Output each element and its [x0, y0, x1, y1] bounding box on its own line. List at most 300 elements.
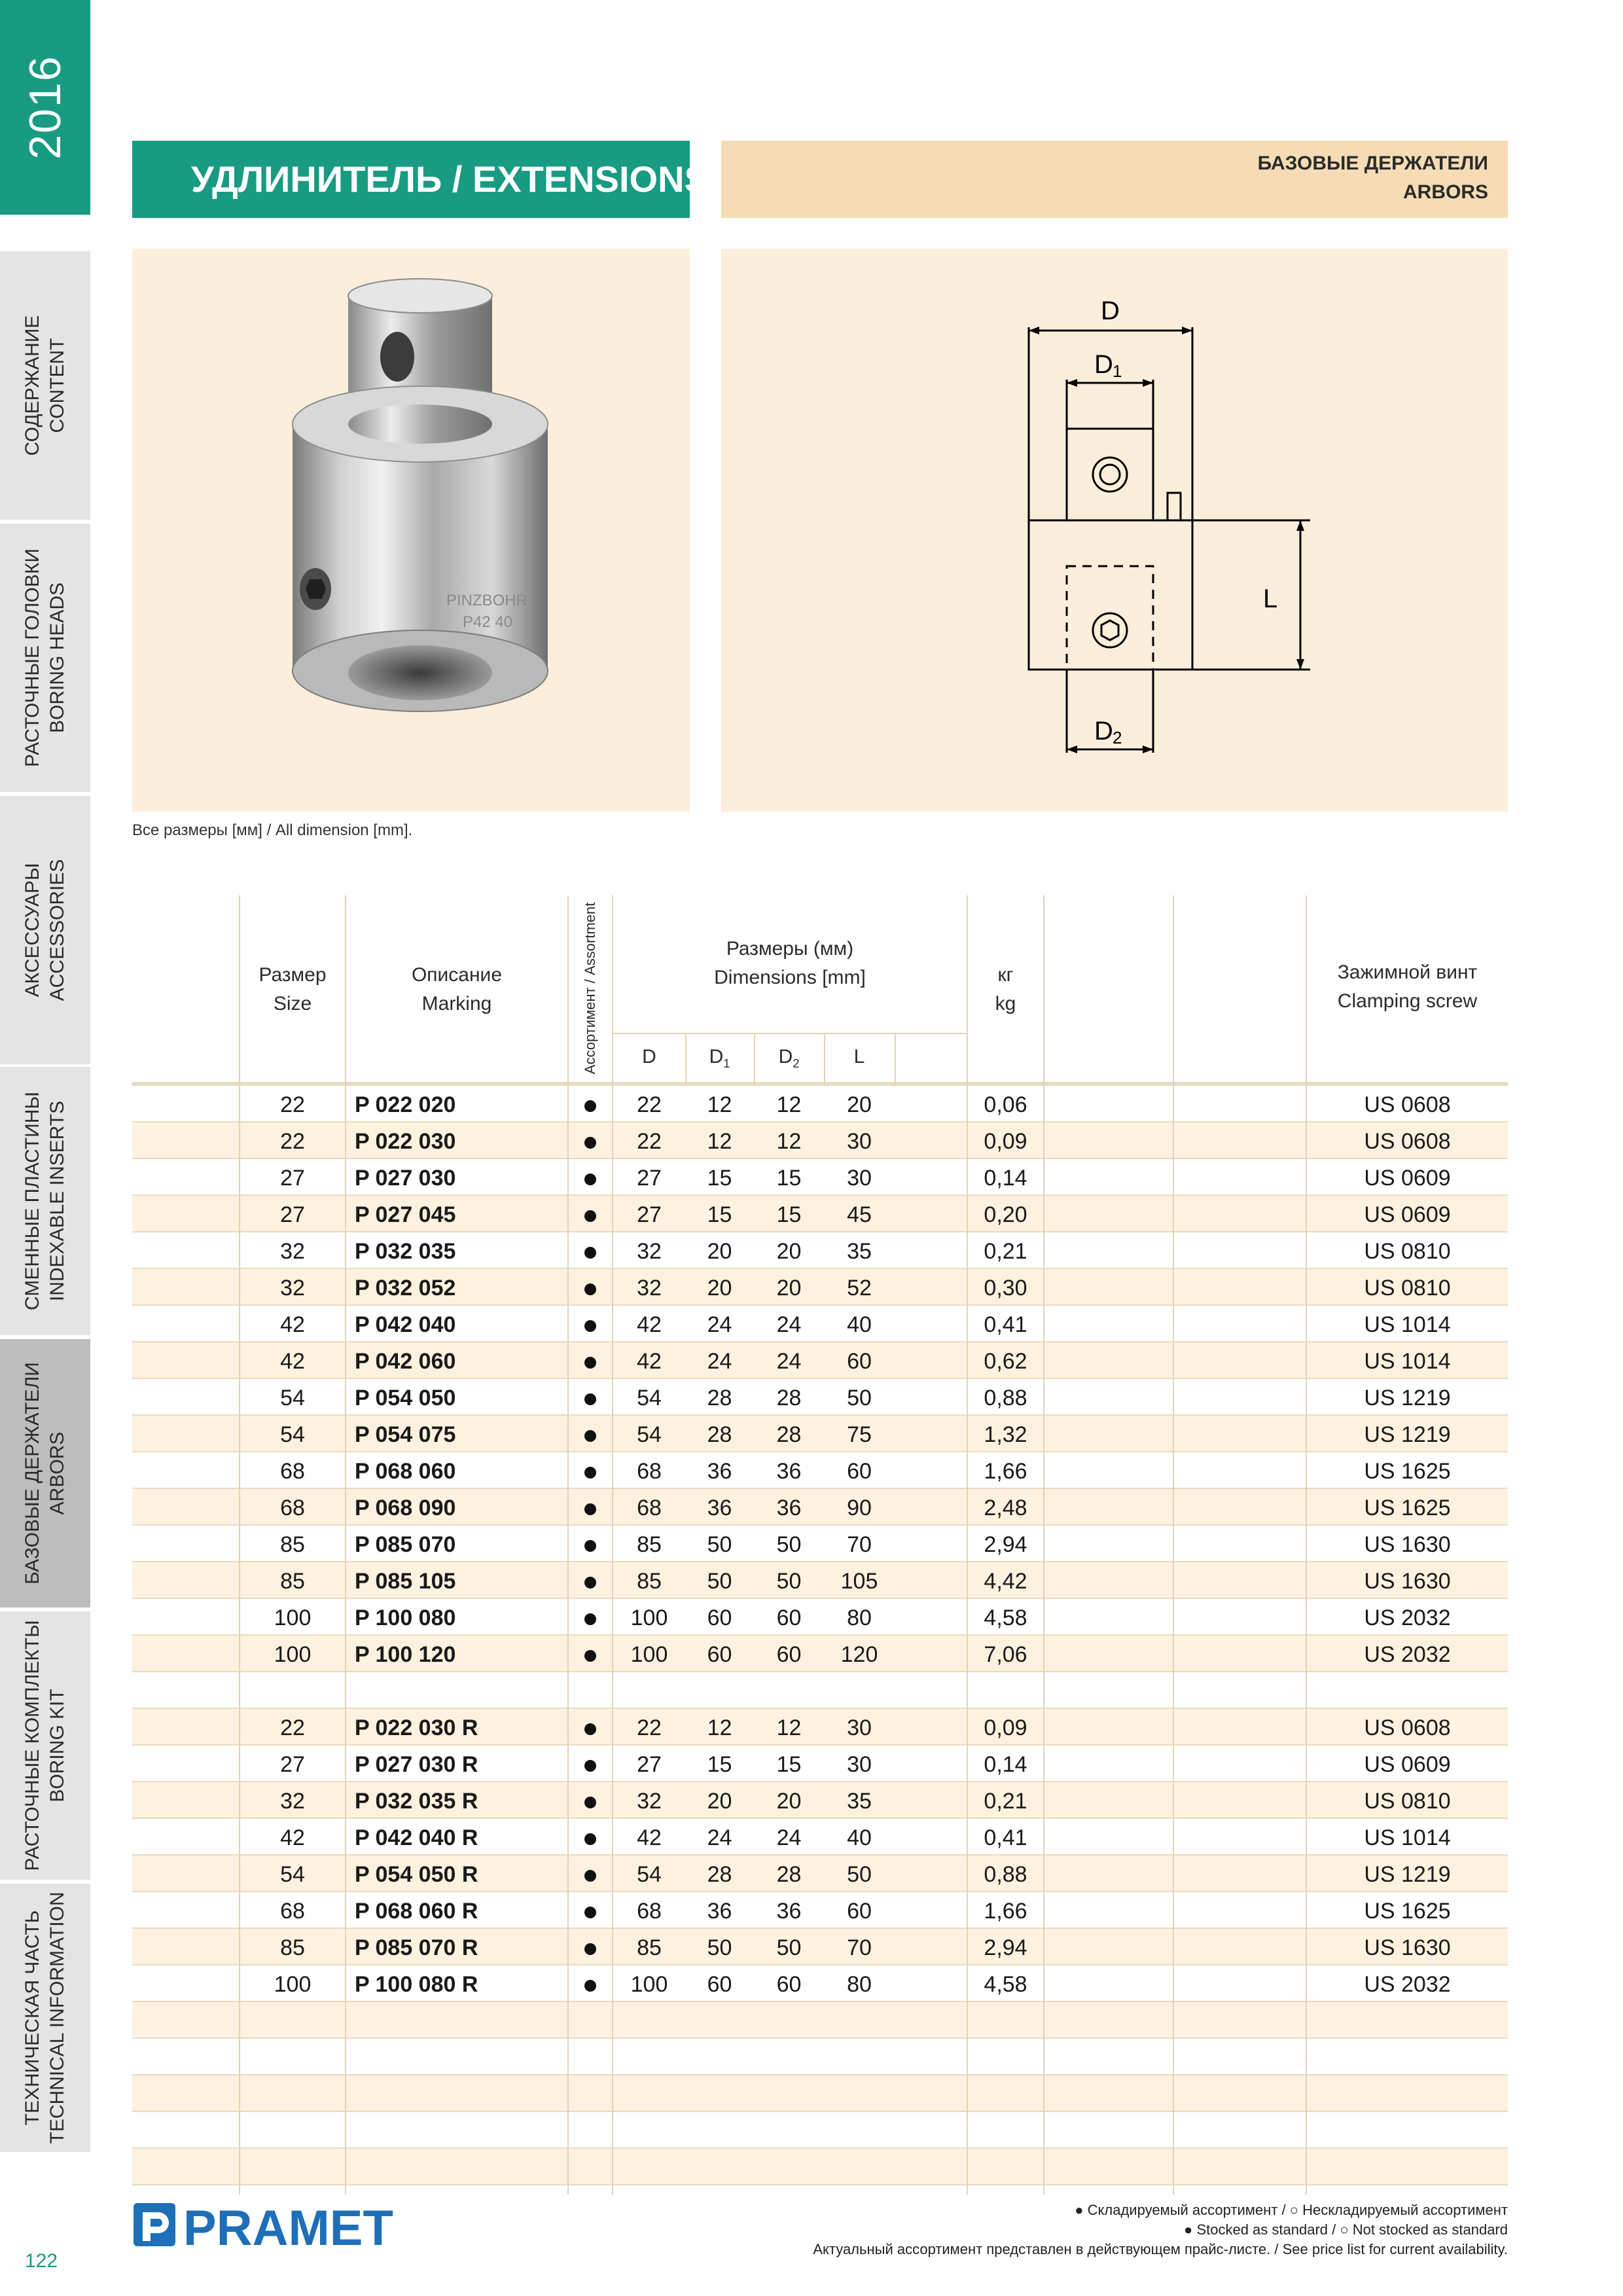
- cell-clamping-screw: US 0609: [1364, 1202, 1451, 1227]
- cell-marking: P 027 030 R: [355, 1752, 478, 1777]
- cell-marking: P 042 040: [355, 1312, 456, 1337]
- cell-L: 80: [847, 1605, 872, 1630]
- cell-D1: [685, 2002, 754, 2037]
- sidebar-tab-label-en: CONTENT: [46, 338, 68, 433]
- cell-clamping-screw: [1307, 2002, 1508, 2037]
- sidebar-tab[interactable]: [0, 1611, 90, 1880]
- cell-size: [240, 2039, 345, 2074]
- column-divider: [239, 895, 240, 2195]
- cell-clamping-screw: US 0810: [1364, 1276, 1451, 1300]
- cell-assortment: [569, 1379, 612, 1414]
- cell-L: [824, 2002, 895, 2037]
- cell-D2: 28: [776, 1862, 802, 1887]
- cell-D1: 15: [707, 1752, 732, 1777]
- cell-marking: P 100 120: [355, 1642, 456, 1667]
- cell-clamping-screw: US 0609: [1364, 1166, 1451, 1191]
- cell-D2: 20: [776, 1276, 802, 1300]
- column-divider: [1173, 895, 1174, 2195]
- column-divider: [612, 895, 613, 2195]
- cell-D1: 20: [707, 1239, 732, 1264]
- cell-marking: P 100 080: [355, 1605, 456, 1630]
- cell-weight: 0,30: [984, 1276, 1027, 1300]
- cell-D2: 36: [776, 1459, 802, 1484]
- cell-D2: 12: [776, 1715, 802, 1740]
- cell-assortment: [569, 2002, 612, 2037]
- cell-D1: 28: [707, 1386, 732, 1410]
- cell-size: 68: [280, 1899, 305, 1924]
- cell-D1: 12: [707, 1092, 732, 1117]
- cell-size: 22: [280, 1092, 305, 1117]
- table-row: [132, 1892, 1508, 1929]
- cell-size: 22: [280, 1715, 305, 1740]
- stocked-bullet-icon: [584, 1247, 596, 1259]
- cell-L: 30: [847, 1752, 872, 1777]
- cell-clamping-screw: [1307, 2112, 1508, 2147]
- sidebar-tab-label-en: BORING KIT: [46, 1689, 68, 1803]
- cell-D2: 12: [776, 1129, 802, 1154]
- stocked-bullet-icon: [584, 1320, 596, 1332]
- cell-weight: 0,09: [984, 1715, 1027, 1740]
- table-row: [132, 2112, 1508, 2149]
- dimension-units-note: Все размеры [мм] / All dimension [mm].: [132, 821, 413, 839]
- cell-size: 27: [280, 1166, 305, 1191]
- cell-L: 20: [847, 1092, 872, 1117]
- cell-marking: [355, 2075, 564, 2111]
- cell-D2: [754, 1672, 824, 1708]
- cell-size: 42: [280, 1825, 305, 1850]
- cell-D2: [754, 2112, 824, 2147]
- header-assortment: Ассортимент / Assortment: [582, 902, 598, 1075]
- cell-D2: 50: [776, 1569, 802, 1594]
- table-row: [132, 1122, 1508, 1159]
- cell-clamping-screw: US 1630: [1364, 1569, 1451, 1594]
- cell-assortment: [569, 1892, 612, 1928]
- cell-marking: P 100 080 R: [355, 1972, 478, 1997]
- cell-clamping-screw: US 1219: [1364, 1862, 1451, 1887]
- cell-D2: 24: [776, 1349, 802, 1374]
- cell-weight: 0,14: [984, 1752, 1027, 1777]
- table-row: [132, 1196, 1508, 1232]
- category-banner: [721, 141, 1508, 218]
- cell-weight: 0,62: [984, 1349, 1027, 1374]
- cell-marking: P 032 035 R: [355, 1789, 478, 1814]
- extensions-table: [132, 895, 1508, 2195]
- stocked-bullet-icon: [584, 1393, 596, 1405]
- cell-L: 35: [847, 1239, 872, 1264]
- cell-D2: 60: [776, 1605, 802, 1630]
- header-divider: [613, 1033, 967, 1034]
- cell-D1: 28: [707, 1422, 732, 1447]
- cell-size: 54: [280, 1386, 305, 1410]
- cell-assortment: [569, 1672, 612, 1708]
- drawing-label-L: L: [1263, 584, 1278, 613]
- sidebar-tab-label-en: TECHNICAL INFORMATION: [46, 1892, 68, 2144]
- cell-weight: 0,06: [984, 1092, 1027, 1117]
- cell-L: 50: [847, 1386, 872, 1410]
- pramet-logo-mark: [132, 2199, 407, 2251]
- cell-weight: 1,66: [984, 1459, 1027, 1484]
- cell-assortment: [569, 1526, 612, 1561]
- pramet-logo: [132, 2199, 407, 2251]
- cell-size: 100: [274, 1972, 312, 1997]
- cell-weight: 2,48: [984, 1496, 1027, 1520]
- dimension-subcolumn-divider: [754, 1033, 755, 1086]
- cell-D2: 20: [776, 1789, 802, 1814]
- stocked-bullet-icon: [584, 1503, 596, 1515]
- cell-L: 120: [840, 1642, 878, 1667]
- cell-clamping-screw: US 2032: [1364, 1605, 1451, 1630]
- stocked-bullet-icon: [584, 1980, 596, 1992]
- cell-D: 22: [637, 1092, 662, 1117]
- header-dimensions-ru: Размеры (мм): [726, 938, 854, 960]
- cell-assortment: [569, 1122, 612, 1158]
- cell-D: 85: [637, 1935, 662, 1960]
- cell-L: 52: [847, 1276, 872, 1300]
- stocked-bullet-icon: [584, 1870, 596, 1882]
- cell-weight: 0,88: [984, 1386, 1027, 1410]
- photo-engraving-1: PINZBOHR: [446, 592, 528, 609]
- sidebar-tab-label-ru: СОДЕРЖАНИЕ: [22, 315, 43, 456]
- cell-marking: P 022 030: [355, 1129, 456, 1154]
- cell-marking: [355, 2112, 564, 2147]
- sidebar-tab-label: [20, 859, 70, 1001]
- cell-D1: 12: [707, 1129, 732, 1154]
- cell-clamping-screw: US 0810: [1364, 1239, 1451, 1264]
- cell-assortment: [569, 1709, 612, 1744]
- drawing-label-D1-sub: 1: [1113, 361, 1122, 381]
- table-row: [132, 1379, 1508, 1416]
- cell-D2: [754, 2075, 824, 2111]
- sidebar-tab-label-ru: ТЕХНИЧЕСКАЯ ЧАСТЬ: [22, 1910, 43, 2126]
- cell-D2: 24: [776, 1825, 802, 1850]
- drawing-label-D2-sub: 2: [1113, 728, 1122, 747]
- table-row: [132, 1342, 1508, 1379]
- cell-size: 42: [280, 1349, 305, 1374]
- cell-D2: 28: [776, 1386, 802, 1410]
- cell-assortment: [569, 1452, 612, 1488]
- cell-L: 105: [840, 1569, 878, 1594]
- cell-size: 42: [280, 1312, 305, 1337]
- stocked-bullet-icon: [584, 1210, 596, 1222]
- cell-L: 45: [847, 1202, 872, 1227]
- year-label: 2016: [20, 55, 70, 160]
- sidebar-tab[interactable]: [0, 1884, 90, 2152]
- price-list-note: Актуальный ассортимент представлен в действующем прайс-листе. / See price list for current availability.: [813, 2241, 1508, 2257]
- sidebar-tab-label-ru: СМЕННЫЕ ПЛАСТИНЫ: [22, 1092, 43, 1310]
- header-weight: [968, 961, 1043, 1018]
- cell-D: [613, 2112, 685, 2147]
- stocked-bullet-icon: [584, 1650, 596, 1662]
- cell-L: 60: [847, 1899, 872, 1924]
- cell-D1: [685, 2039, 754, 2074]
- cell-D: [613, 1672, 685, 1708]
- header-dim-D2-letter: D: [778, 1046, 793, 1067]
- cell-D: 100: [630, 1605, 668, 1630]
- cell-marking: P 027 045: [355, 1202, 456, 1227]
- table-row: [132, 1232, 1508, 1269]
- header-marking: [346, 961, 567, 1018]
- cell-assortment: [569, 1782, 612, 1818]
- cell-D1: 50: [707, 1935, 732, 1960]
- cell-size: 100: [274, 1642, 312, 1667]
- cell-D1: 50: [707, 1569, 732, 1594]
- cell-size: [240, 2149, 345, 2184]
- cell-assortment: [569, 1562, 612, 1598]
- cell-clamping-screw: US 1014: [1364, 1349, 1451, 1374]
- header-clamping-screw: [1307, 958, 1508, 1016]
- cell-D2: 15: [776, 1752, 802, 1777]
- cell-clamping-screw: US 2032: [1364, 1972, 1451, 1997]
- header-dimensions: [613, 935, 967, 992]
- table-row: [132, 1965, 1508, 2002]
- cell-size: 54: [280, 1862, 305, 1887]
- table-row: [132, 1562, 1508, 1599]
- table-row: [132, 1819, 1508, 1856]
- cell-D: [613, 2002, 685, 2037]
- cell-L: 80: [847, 1972, 872, 1997]
- cell-D: 68: [637, 1899, 662, 1924]
- cell-weight: [968, 1672, 1043, 1708]
- cell-assortment: [569, 2075, 612, 2111]
- cell-size: [240, 1672, 345, 1708]
- cell-weight: [968, 2149, 1043, 2184]
- cell-D: 27: [637, 1752, 662, 1777]
- cell-marking: [355, 2002, 564, 2037]
- cell-D1: [685, 2149, 754, 2184]
- cell-weight: 0,41: [984, 1825, 1027, 1850]
- cell-size: 27: [280, 1752, 305, 1777]
- header-size-ru: Размер: [259, 964, 327, 986]
- cell-D2: 20: [776, 1239, 802, 1264]
- header-size: [240, 961, 345, 1018]
- cell-D1: 28: [707, 1862, 732, 1887]
- cell-D: 100: [630, 1972, 668, 1997]
- sidebar-tab-label: [20, 1092, 70, 1310]
- table-row: [132, 1929, 1508, 1965]
- cell-marking: P 054 050: [355, 1386, 456, 1410]
- stocked-bullet-icon: [584, 1613, 596, 1625]
- cell-weight: 4,58: [984, 1605, 1027, 1630]
- stocked-bullet-icon: [584, 1943, 596, 1955]
- header-dim-L: L: [853, 1046, 865, 1067]
- cell-assortment: [569, 1489, 612, 1524]
- cell-L: 30: [847, 1715, 872, 1740]
- cell-size: 27: [280, 1202, 305, 1227]
- cell-assortment: [569, 1269, 612, 1304]
- cell-D2: 28: [776, 1422, 802, 1447]
- cell-clamping-screw: US 1014: [1364, 1312, 1451, 1337]
- stocked-bullet-icon: [584, 1100, 596, 1112]
- cell-D1: 60: [707, 1605, 732, 1630]
- cell-assortment: [569, 1416, 612, 1451]
- cell-marking: P 068 060 R: [355, 1899, 478, 1924]
- cell-clamping-screw: US 0810: [1364, 1789, 1451, 1814]
- cell-size: 32: [280, 1789, 305, 1814]
- cell-weight: 4,42: [984, 1569, 1027, 1594]
- cell-D1: 24: [707, 1825, 732, 1850]
- cell-weight: 4,58: [984, 1972, 1027, 1997]
- cell-marking: P 022 030 R: [355, 1715, 478, 1740]
- table-row: [132, 2039, 1508, 2075]
- page-title: УДЛИНИТЕЛЬ / EXTENSIONS: [191, 158, 709, 200]
- cell-size: 85: [280, 1569, 305, 1594]
- cell-D: 42: [637, 1349, 662, 1374]
- cell-D1: 20: [707, 1276, 732, 1300]
- cell-size: [240, 2002, 345, 2037]
- cell-D1: 50: [707, 1532, 732, 1557]
- cell-marking: P 032 035: [355, 1239, 456, 1264]
- stocked-bullet-icon: [584, 1833, 596, 1845]
- table-row: [132, 2002, 1508, 2039]
- sidebar-tab-label-ru: АКСЕССУАРЫ: [22, 863, 43, 997]
- cell-weight: 0,20: [984, 1202, 1027, 1227]
- table-row: [132, 1159, 1508, 1196]
- legend-stock-en: ● Stocked as standard / ○ Not stocked as standard: [1184, 2221, 1508, 2238]
- cell-D: 32: [637, 1789, 662, 1814]
- sidebar-tab-label: [20, 1892, 70, 2144]
- cell-clamping-screw: [1307, 2149, 1508, 2184]
- cell-weight: 0,41: [984, 1312, 1027, 1337]
- cell-weight: [968, 2075, 1043, 2111]
- header-dim-D1-sub: 1: [723, 1057, 730, 1070]
- header-marking-ru: Описание: [411, 964, 503, 986]
- cell-assortment: [569, 1086, 612, 1121]
- cell-weight: 1,32: [984, 1422, 1027, 1447]
- cell-D: 54: [637, 1862, 662, 1887]
- cell-clamping-screw: US 0608: [1364, 1092, 1451, 1117]
- cell-assortment: [569, 1819, 612, 1854]
- category-title-ru: БАЗОВЫЕ ДЕРЖАТЕЛИ: [1257, 152, 1488, 174]
- sidebar-tab-label-ru: БАЗОВЫЕ ДЕРЖАТЕЛИ: [22, 1362, 43, 1585]
- cell-clamping-screw: [1307, 2039, 1508, 2074]
- section-sidebar: [0, 0, 90, 2179]
- table-header: [132, 895, 1508, 1082]
- cell-clamping-screw: US 0608: [1364, 1129, 1451, 1154]
- cell-weight: 0,21: [984, 1239, 1027, 1264]
- cell-clamping-screw: US 1014: [1364, 1825, 1451, 1850]
- cell-L: 30: [847, 1166, 872, 1191]
- sidebar-tab-label-en: INDEXABLE INSERTS: [46, 1100, 68, 1302]
- cell-D2: 60: [776, 1642, 802, 1667]
- cell-D2: [754, 2002, 824, 2037]
- cell-marking: P 054 075: [355, 1422, 456, 1447]
- header-size-en: Size: [273, 993, 312, 1014]
- sidebar-tab[interactable]: [0, 251, 90, 520]
- cell-size: 68: [280, 1496, 305, 1520]
- cell-clamping-screw: US 1219: [1364, 1422, 1451, 1447]
- cell-assortment: [569, 1746, 612, 1781]
- cell-size: 68: [280, 1459, 305, 1484]
- table-row: [132, 2149, 1508, 2185]
- cell-assortment: [569, 1232, 612, 1268]
- cell-D: 100: [630, 1642, 668, 1667]
- cell-marking: P 068 060: [355, 1459, 456, 1484]
- cell-L: 40: [847, 1312, 872, 1337]
- table-row: [132, 1672, 1508, 1709]
- cell-D: 54: [637, 1422, 662, 1447]
- cell-D2: [754, 2039, 824, 2074]
- cell-D1: 36: [707, 1899, 732, 1924]
- cell-D2: 60: [776, 1972, 802, 1997]
- cell-L: [824, 2149, 895, 2184]
- cell-D2: 50: [776, 1935, 802, 1960]
- cell-assortment: [569, 1159, 612, 1194]
- dimension-subcolumn-divider: [685, 1033, 687, 1086]
- table-row: [132, 1746, 1508, 1782]
- header-dimensions-en: Dimensions [mm]: [714, 967, 866, 988]
- cell-size: [240, 2075, 345, 2111]
- column-divider: [345, 895, 346, 2195]
- sidebar-tab-label: [20, 548, 70, 767]
- cell-weight: 2,94: [984, 1935, 1027, 1960]
- cell-marking: P 042 060: [355, 1349, 456, 1374]
- cell-clamping-screw: US 1630: [1364, 1935, 1451, 1960]
- cell-marking: P 042 040 R: [355, 1825, 478, 1850]
- sidebar-tab[interactable]: [0, 524, 90, 792]
- sidebar-tab-label: [20, 1362, 70, 1585]
- column-divider: [1306, 895, 1307, 2195]
- cell-D2: 36: [776, 1496, 802, 1520]
- sidebar-tab-label-en: BORING HEADS: [46, 582, 68, 734]
- header-marking-en: Marking: [421, 993, 492, 1014]
- cell-L: 60: [847, 1349, 872, 1374]
- cell-D1: 15: [707, 1202, 732, 1227]
- cell-D1: 24: [707, 1349, 732, 1374]
- year-tab: [0, 0, 90, 215]
- dimension-subcolumn-divider: [824, 1033, 825, 1086]
- cell-D: 22: [637, 1715, 662, 1740]
- sidebar-tab-label: [20, 1620, 70, 1871]
- cell-D1: [685, 2075, 754, 2111]
- sidebar-tab[interactable]: [0, 796, 90, 1064]
- column-divider: [1043, 895, 1044, 2195]
- cell-size: 22: [280, 1129, 305, 1154]
- header-dim-D: D: [642, 1046, 656, 1067]
- header-dim-D1: [685, 1046, 754, 1071]
- cell-clamping-screw: US 1625: [1364, 1496, 1451, 1520]
- cell-L: [824, 2075, 895, 2111]
- sidebar-tab[interactable]: [0, 1339, 90, 1607]
- cell-D: 27: [637, 1202, 662, 1227]
- cell-D1: 24: [707, 1312, 732, 1337]
- cell-D2: 12: [776, 1092, 802, 1117]
- cell-clamping-screw: US 1625: [1364, 1459, 1451, 1484]
- sidebar-tab[interactable]: [0, 1067, 90, 1335]
- cell-size: 54: [280, 1422, 305, 1447]
- cell-assortment: [569, 1965, 612, 2001]
- cell-L: 70: [847, 1532, 872, 1557]
- cell-D: 27: [637, 1166, 662, 1191]
- cell-marking: P 022 020: [355, 1092, 456, 1117]
- cell-assortment: [569, 1856, 612, 1891]
- cell-weight: [968, 2002, 1043, 2037]
- table-row: [132, 1452, 1508, 1489]
- stocked-bullet-icon: [584, 1760, 596, 1772]
- technical-drawing-panel: [721, 249, 1508, 812]
- cell-size: 85: [280, 1532, 305, 1557]
- cell-D1: 60: [707, 1642, 732, 1667]
- cell-L: [824, 2112, 895, 2147]
- cell-marking: [355, 2149, 564, 2184]
- cell-marking: P 085 105: [355, 1569, 456, 1594]
- sidebar-tab-label-en: ARBORS: [46, 1431, 68, 1515]
- table-row: [132, 1782, 1508, 1819]
- cell-clamping-screw: US 0608: [1364, 1715, 1451, 1740]
- cell-D2: 36: [776, 1899, 802, 1924]
- cell-D: 85: [637, 1532, 662, 1557]
- cell-weight: 0,21: [984, 1789, 1027, 1814]
- cell-clamping-screw: US 2032: [1364, 1642, 1451, 1667]
